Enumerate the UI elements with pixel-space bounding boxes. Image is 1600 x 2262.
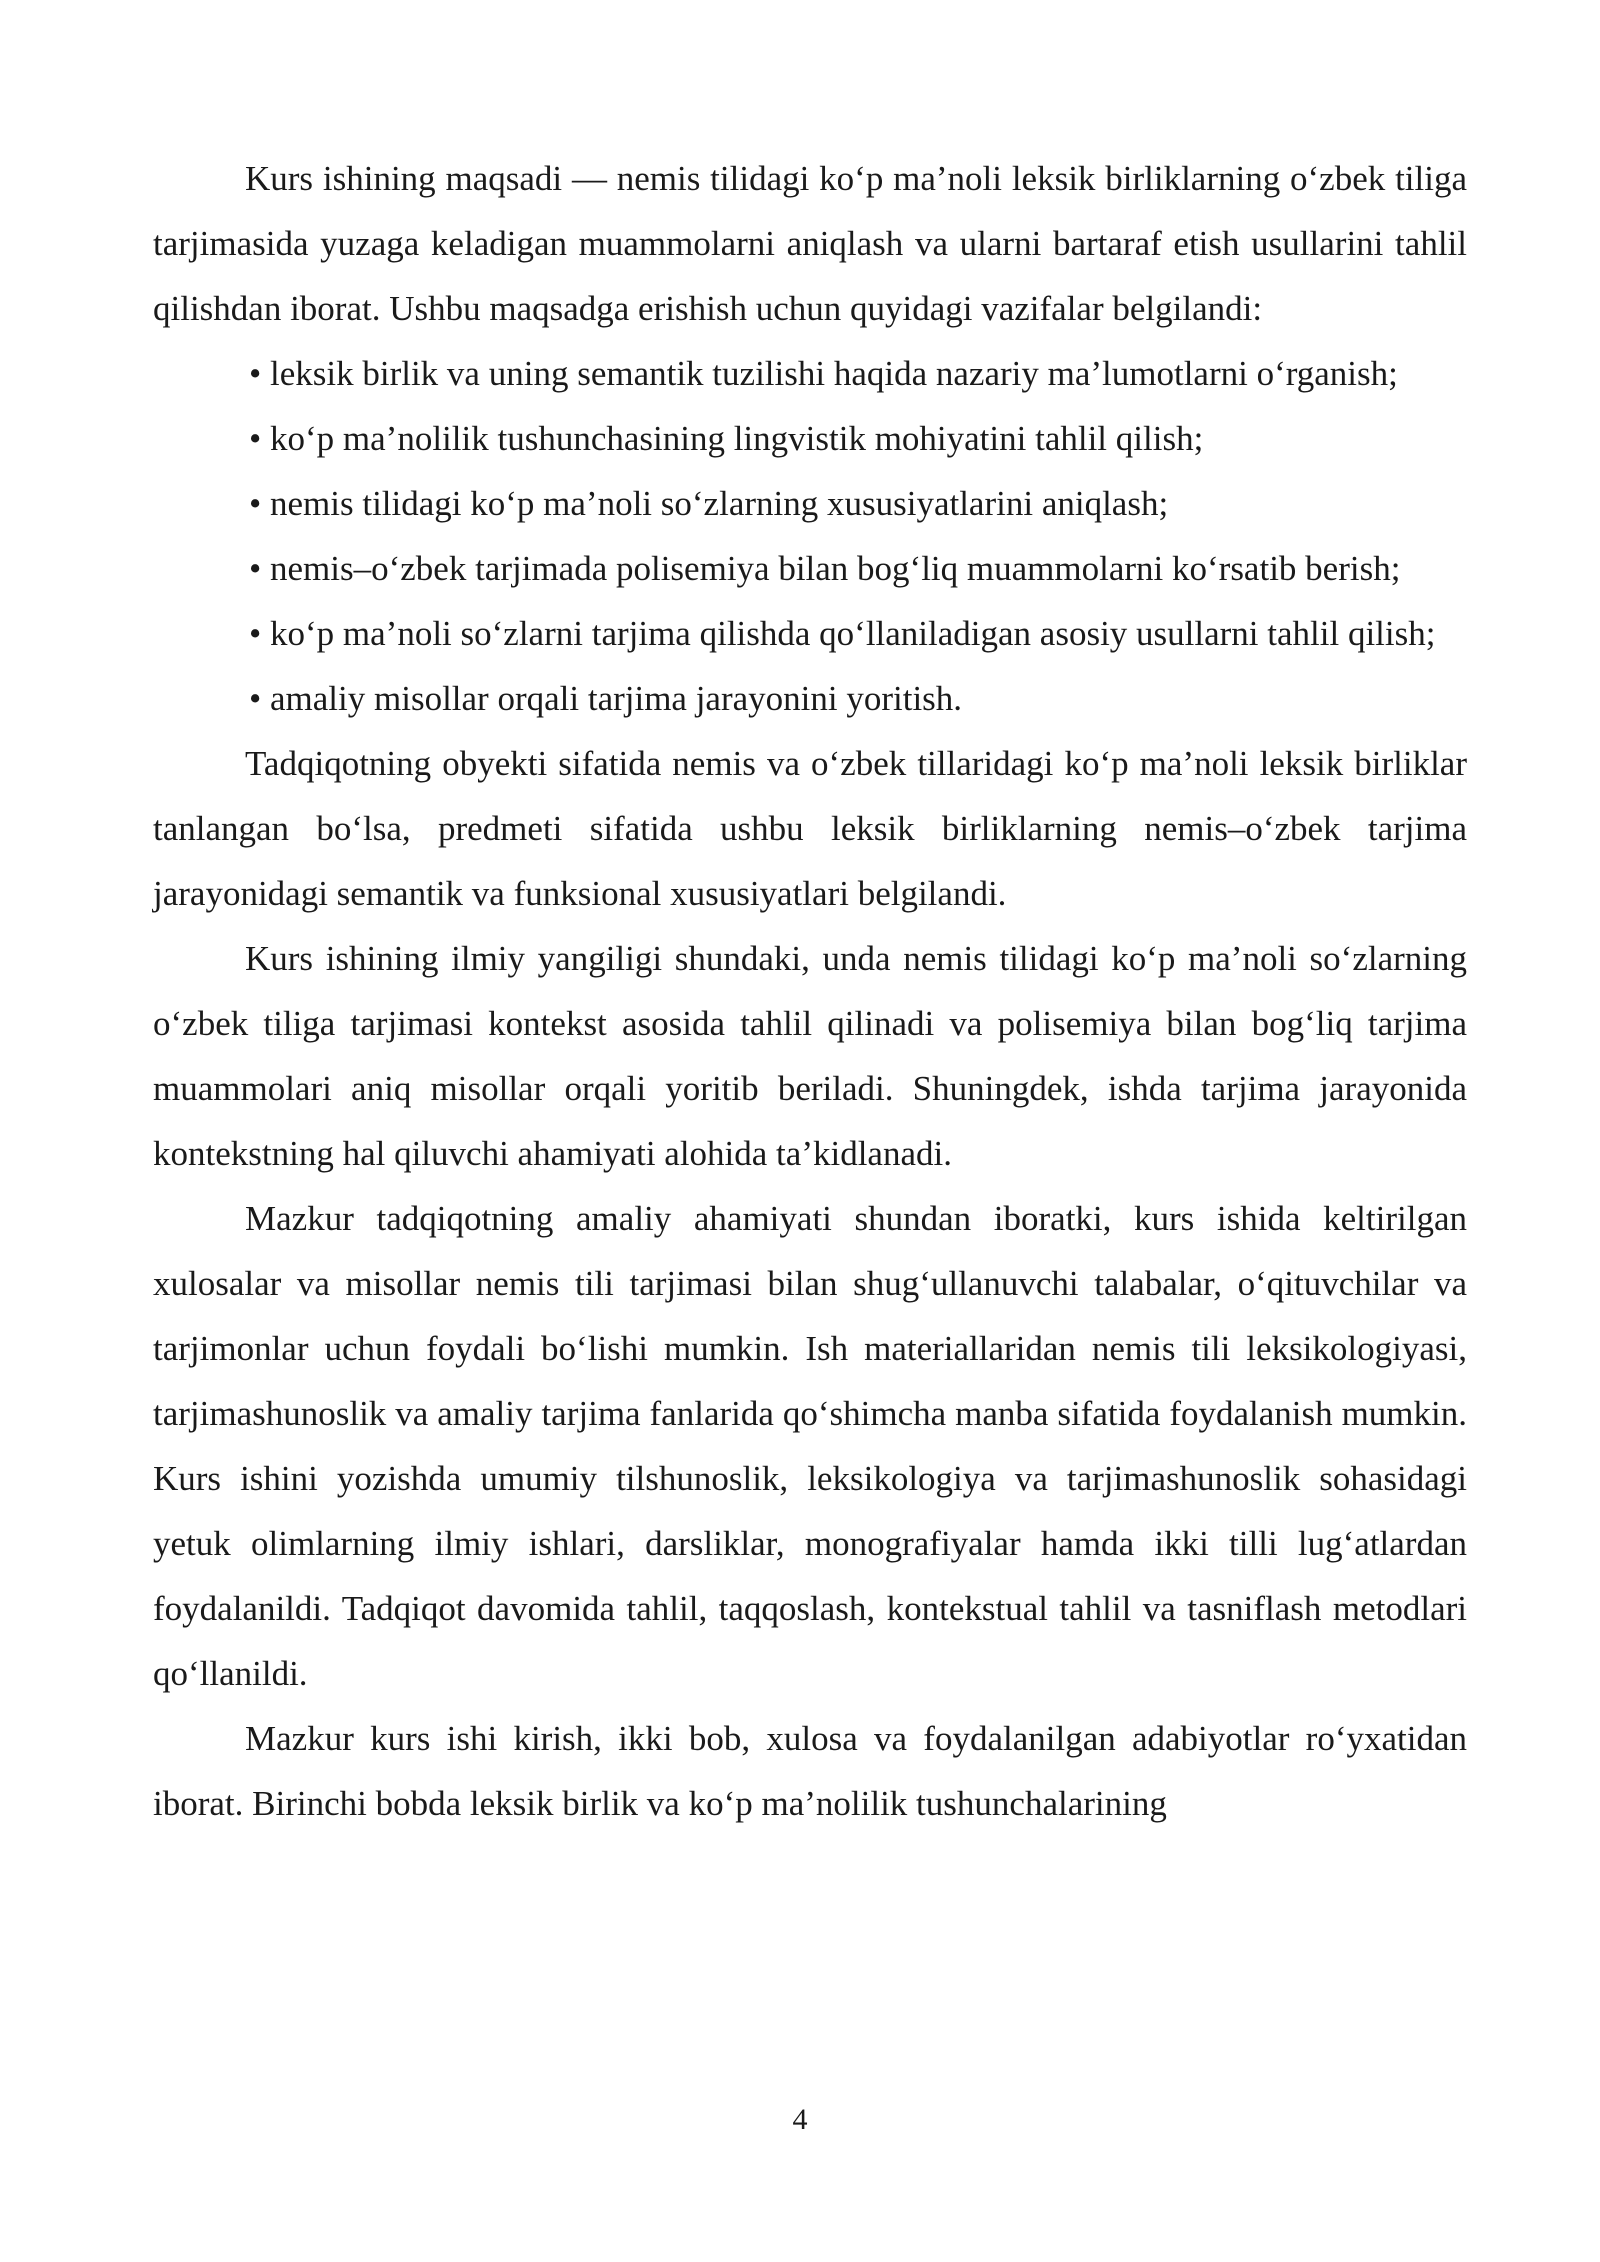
paragraph-work-structure: Mazkur kurs ishi kirish, ikki bob, xulosa va foydalanilgan adabiyotlar ro‘yxatidan iborat. Birinchi bobda leksik birlik va ko‘p ma’nolilik tushunchalarining (153, 1719, 1467, 1823)
paragraph-scientific-novelty: Kurs ishining ilmiy yangiligi shundaki, unda nemis tilidagi ko‘p ma’noli so‘zlarning o‘zbek tiliga tarjimasi kontekst asosida tahlil qilinadi va polisemiya bilan bog‘liq tarjima muammolari aniq misollar orqali yoritib beriladi. Shuningdek, ishda tarjima jarayonida kontekstning hal qiluvchi ahamiyati alohida ta’kidlanadi. (153, 939, 1467, 1173)
task-item: • nemis–o‘zbek tarjimada polisemiya bilan bog‘liq muammolarni ko‘rsatib berish; (249, 549, 1401, 588)
paragraph-research-object: Tadqiqotning obyekti sifatida nemis va o‘zbek tillaridagi ko‘p ma’noli leksik birliklar tanlangan bo‘lsa, predmeti sifatida ushbu leksik birliklarning nemis–o‘zbek tarjima jarayonidagi semantik va funksional xususiyatlari belgilandi. (153, 744, 1467, 913)
task-item: • nemis tilidagi ko‘p ma’noli so‘zlarning xususiyatlarini aniqlash; (249, 484, 1169, 523)
task-item: • leksik birlik va uning semantik tuzilishi haqida nazariy ma’lumotlarni o‘rganish; (249, 354, 1398, 393)
task-item: • amaliy misollar orqali tarjima jarayonini yoritish. (249, 679, 963, 718)
task-item: • ko‘p ma’noli so‘zlarni tarjima qilishda qo‘llaniladigan asosiy usullarni tahlil qilish; (249, 614, 1436, 653)
paragraph-practical-significance: Mazkur tadqiqotning amaliy ahamiyati shundan iboratki, kurs ishida keltirilgan xulosalar va misollar nemis tili tarjimasi bilan shug‘ullanuvchi talabalar, o‘qituvchilar va tarjimonlar uchun foydali bo‘lishi mumkin. Ish materiallaridan nemis tili leksikologiyasi, tarjimashunoslik va amaliy tarjima fanlarida qo‘shimcha manba sifatida foydalanish mumkin. Kurs ishini yozishda umumiy tilshunoslik, leksikologiya va tarjimashunoslik sohasidagi yetuk olimlarning ilmiy ishlari, darsliklar, monografiyalar hamda ikki tilli lug‘atlardan foydalanildi. Tadqiqot davomida tahlil, taqqoslash, kontekstual tahlil va tasniflash metodlari qo‘llanildi. (153, 1199, 1467, 1693)
task-item: • ko‘p ma’nolilik tushunchasining lingvistik mohiyatini tahlil qilish; (249, 419, 1204, 458)
page-number: 4 (792, 2103, 808, 2136)
paragraph-purpose: Kurs ishining maqsadi — nemis tilidagi ko‘p ma’noli leksik birliklarning o‘zbek tiliga tarjimasida yuzaga keladigan muammolarni aniqlash va ularni bartaraf etish usullarini tahlil qilishdan iborat. Ushbu maqsadga erishish uchun quyidagi vazifalar belgilandi: (153, 159, 1467, 328)
page-body (153, 146, 1467, 1836)
